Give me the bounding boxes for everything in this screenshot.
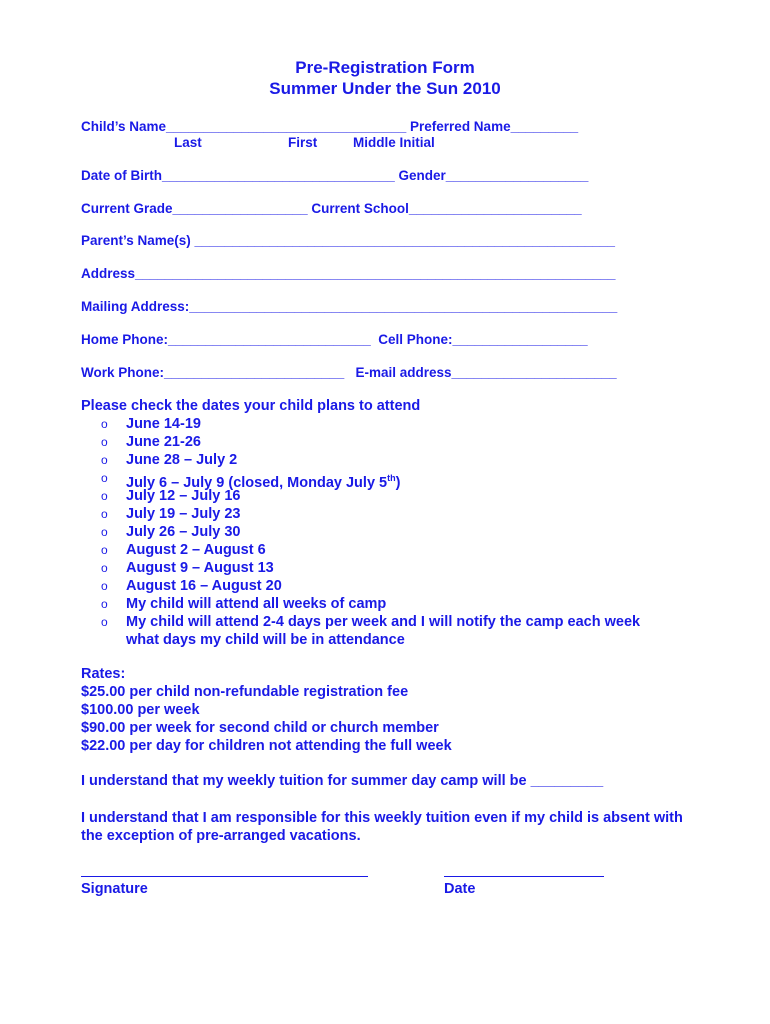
responsibility-statement: I understand that I am responsible for this weekly tuition even if my child is absent with the exception of pre-arranged vacations. bbox=[81, 810, 683, 844]
date-option[interactable]: o June 14-19 bbox=[101, 416, 201, 432]
date-option[interactable]: o July 19 – July 23 bbox=[101, 506, 241, 522]
dates-heading: Please check the dates your child plans to attend bbox=[81, 398, 421, 414]
work-email-field[interactable]: Work Phone:________________________ E-mail address______________________ bbox=[81, 365, 617, 380]
form-title: Pre-Registration Form bbox=[295, 58, 475, 77]
checkbox-circle-icon[interactable]: o bbox=[101, 453, 108, 467]
checkbox-circle-icon[interactable]: o bbox=[101, 525, 108, 539]
phones-field[interactable]: Home Phone:___________________________ Cell Phone:__________________ bbox=[81, 332, 588, 347]
checkbox-circle-icon[interactable]: o bbox=[101, 615, 108, 629]
checkbox-circle-icon[interactable]: o bbox=[101, 435, 108, 449]
date-option[interactable]: o August 9 – August 13 bbox=[101, 560, 274, 576]
rate-line: $25.00 per child non-refundable registration fee bbox=[81, 684, 409, 700]
form-subtitle: Summer Under the Sun 2010 bbox=[269, 79, 501, 98]
rate-line: $100.00 per week bbox=[81, 702, 200, 718]
child-name-last-caption: Last bbox=[174, 135, 202, 150]
checkbox-circle-icon[interactable]: o bbox=[101, 489, 108, 503]
checkbox-circle-icon[interactable]: o bbox=[101, 561, 108, 575]
date-option[interactable]: o August 16 – August 20 bbox=[101, 578, 282, 594]
date-option[interactable]: o August 2 – August 6 bbox=[101, 542, 266, 558]
date-option[interactable]: o July 6 – July 9 (closed, Monday July 5th) bbox=[101, 471, 401, 491]
signature-line[interactable] bbox=[81, 876, 368, 877]
checkbox-circle-icon[interactable]: o bbox=[101, 597, 108, 611]
rate-line: $90.00 per week for second child or church member bbox=[81, 720, 439, 736]
date-option[interactable]: o June 28 – July 2 bbox=[101, 452, 238, 468]
checkbox-circle-icon[interactable]: o bbox=[101, 543, 108, 557]
date-option[interactable]: o June 21-26 bbox=[101, 434, 201, 450]
signature-label: Signature bbox=[81, 881, 148, 897]
tuition-statement[interactable]: I understand that my weekly tuition for summer day camp will be _________ bbox=[81, 773, 604, 789]
date-option[interactable]: o July 12 – July 16 bbox=[101, 488, 241, 504]
dob-gender-field[interactable]: Date of Birth_______________________________ Gender___________________ bbox=[81, 168, 589, 183]
mailing-address-field[interactable]: Mailing Address:_________________________________________________________ bbox=[81, 299, 618, 314]
parents-name-field[interactable]: Parent’s Name(s) ________________________________________________________ bbox=[81, 233, 615, 248]
dates-checklist bbox=[101, 415, 671, 649]
address-field[interactable]: Address________________________________________________________________ bbox=[81, 266, 616, 281]
date-line[interactable] bbox=[444, 876, 604, 877]
date-option[interactable]: o My child will attend all weeks of camp bbox=[101, 596, 387, 612]
date-option[interactable]: o July 26 – July 30 bbox=[101, 524, 241, 540]
date-option[interactable]: o My child will attend 2-4 days per week and I will notify the camp each week what days my child will be in attendance bbox=[101, 614, 641, 648]
rate-line: $22.00 per day for children not attending the full week bbox=[81, 738, 452, 754]
checkbox-circle-icon[interactable]: o bbox=[101, 417, 108, 431]
child-name-field[interactable]: Child’s Name________________________________ Preferred Name_________ bbox=[81, 119, 579, 134]
grade-school-field[interactable]: Current Grade__________________ Current School_______________________ bbox=[81, 201, 582, 216]
checkbox-circle-icon[interactable]: o bbox=[101, 471, 108, 485]
checkbox-circle-icon[interactable]: o bbox=[101, 507, 108, 521]
checkbox-circle-icon[interactable]: o bbox=[101, 579, 108, 593]
date-label: Date bbox=[444, 881, 476, 897]
rates-heading: Rates: bbox=[81, 666, 126, 682]
child-name-middle-caption: Middle Initial bbox=[353, 135, 435, 150]
child-name-first-caption: First bbox=[288, 135, 318, 150]
